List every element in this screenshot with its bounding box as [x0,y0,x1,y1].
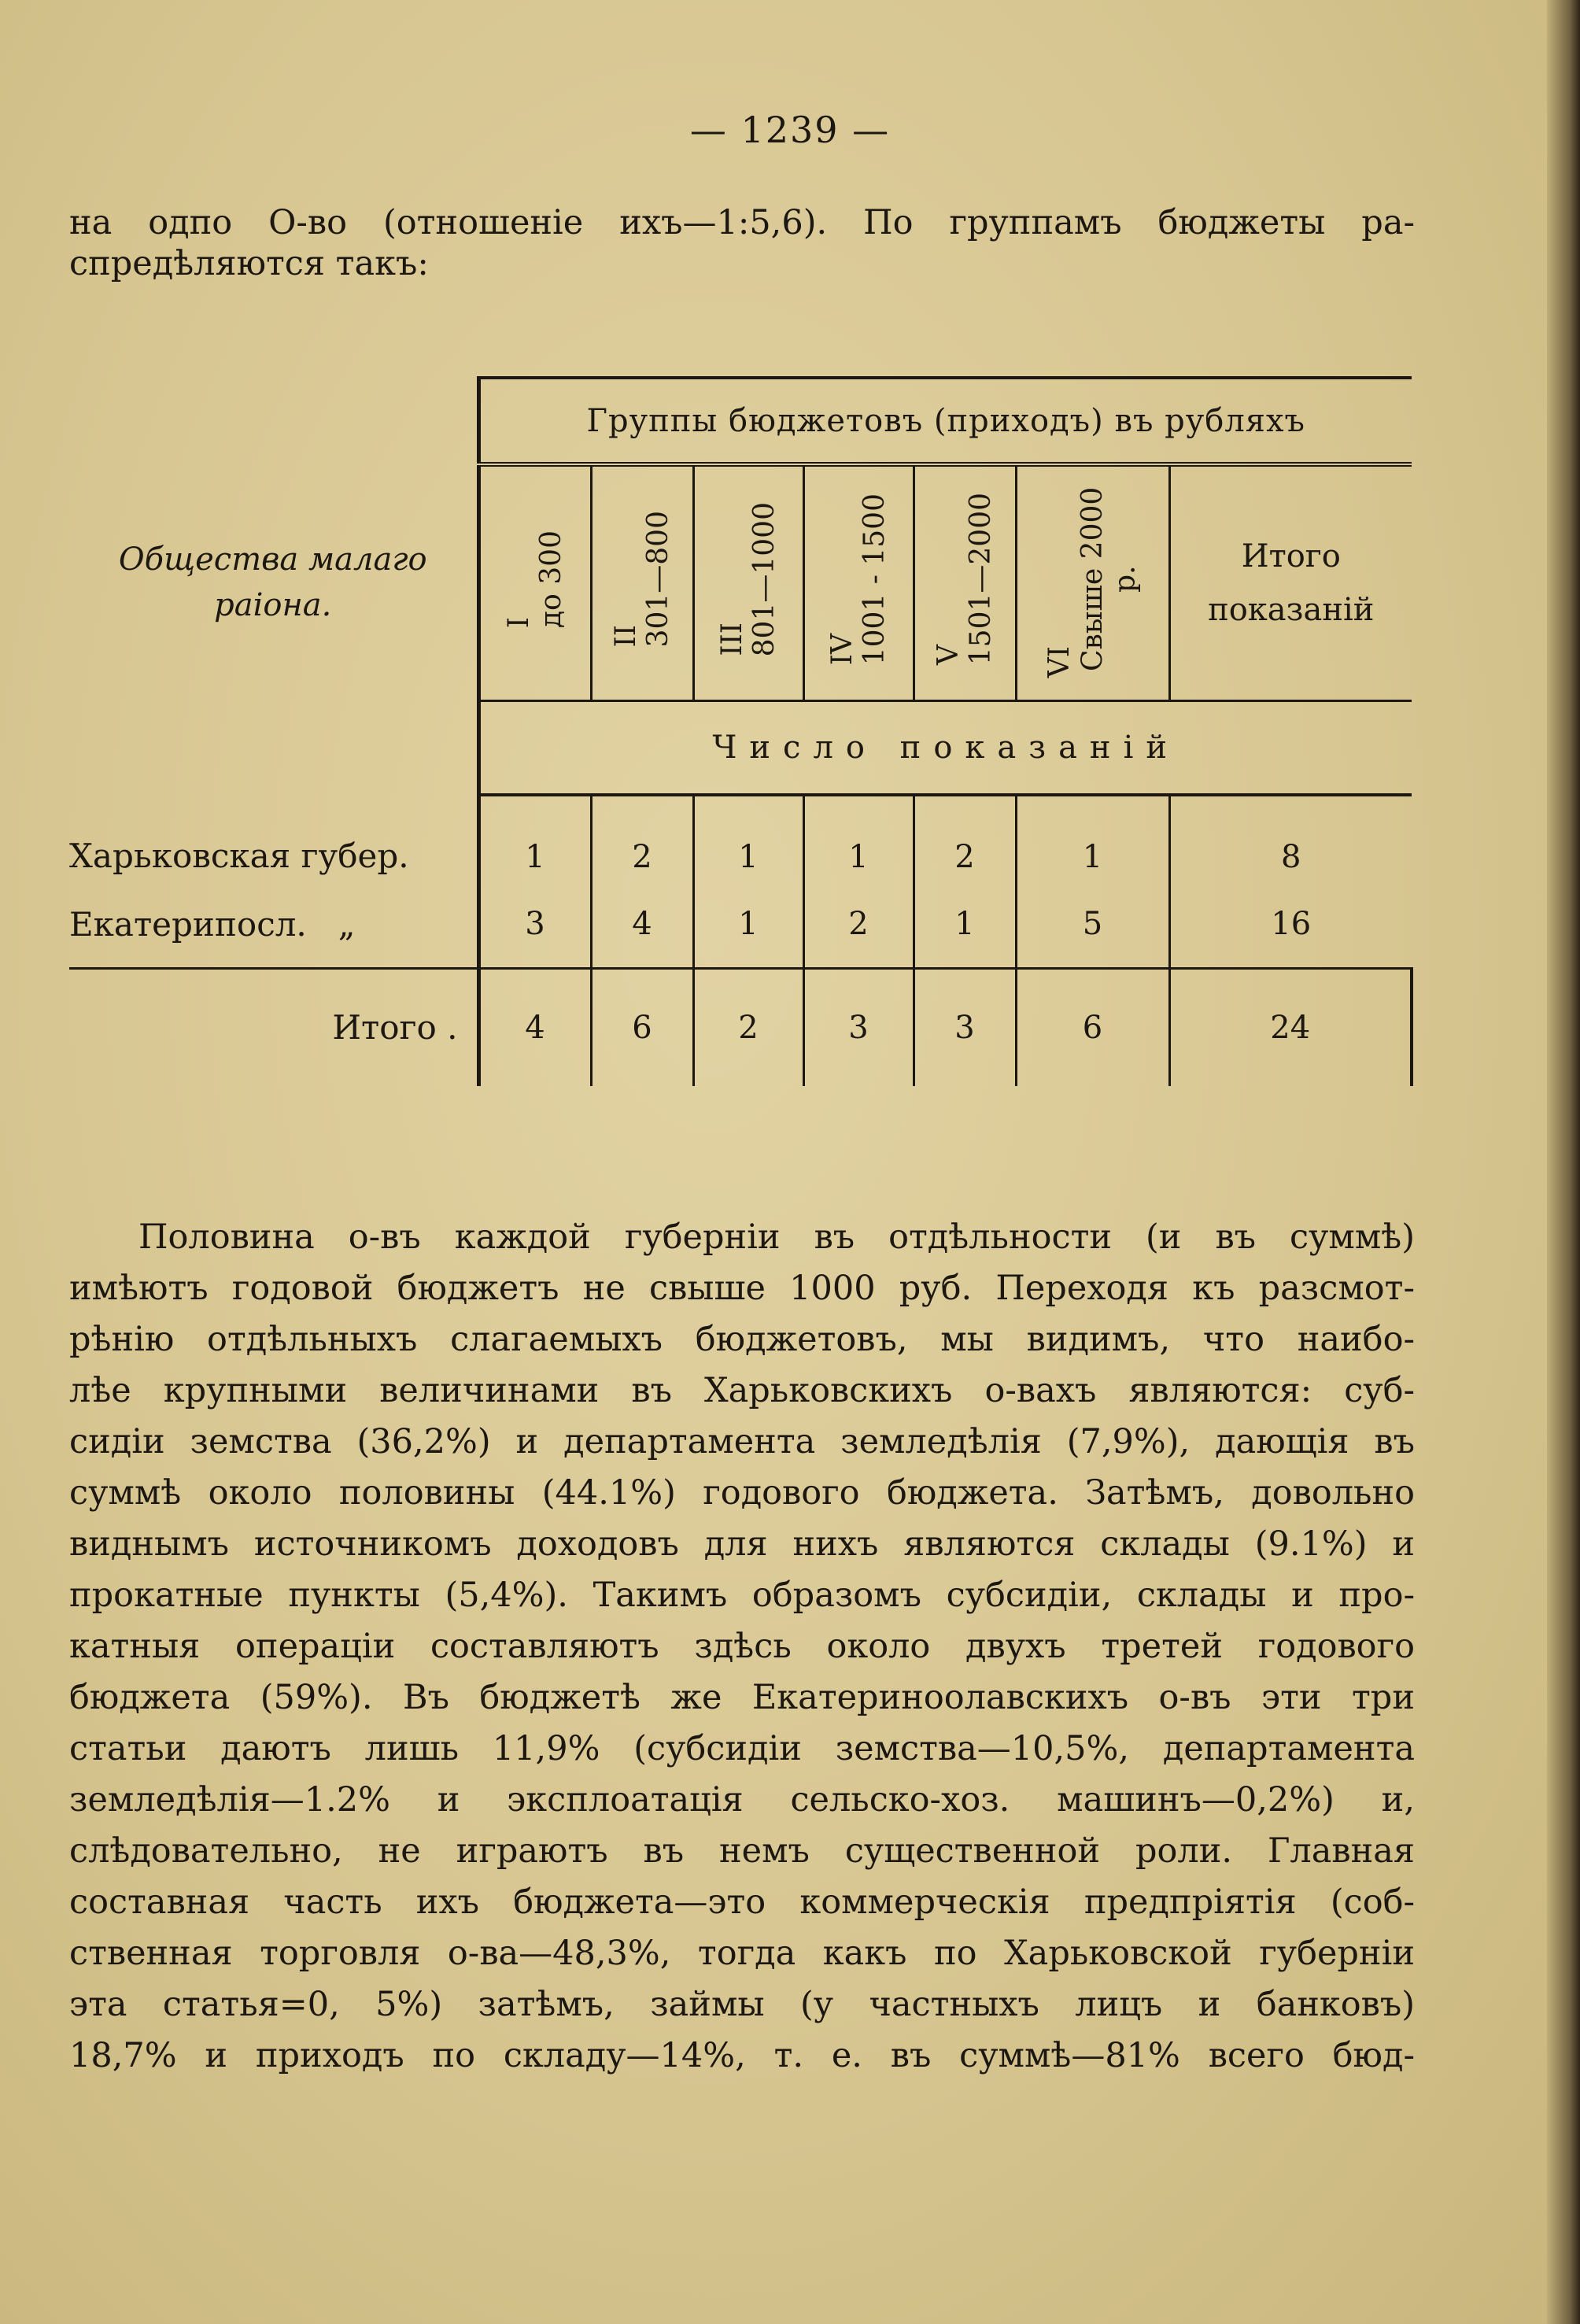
total-row-label: Итого . [69,968,478,1086]
col-header-4-roman: IV [825,633,858,665]
top-paragraph-line-1: на одпо О-во (отношеніе ихъ—1:5,6). По группамъ бюджеты ра- [69,203,1415,242]
book-spine-shadow [1547,0,1580,2324]
total-row-val-1: 4 [478,968,591,1086]
subheader: Число показаній [712,729,1180,766]
row-2-total: 16 [1169,881,1412,968]
col-header-3-roman: III [715,623,748,656]
row-1-val-6: 1 [1016,795,1169,881]
body-line-14: составная часть ихъ бюджета—это коммерческія предпріятія (соб- [69,1882,1415,1922]
total-row-val-6: 6 [1016,968,1169,1086]
col-header-1-roman: I [502,616,535,628]
col-header-5-range: 1501—2000 [965,493,997,666]
row-2-val-3: 1 [693,881,803,968]
total-row-total: 24 [1169,968,1412,1086]
body-line-5: сидіи земства (36,2%) и департамента земледѣлія (7,9%), дающія въ [69,1422,1415,1461]
row-2-val-6: 5 [1016,881,1169,968]
total-header: Итого показаній [1208,538,1375,628]
total-row-val-4: 3 [803,968,914,1086]
page-number: — 1239 — [689,109,891,151]
row-1-val-1: 1 [478,795,591,881]
body-line-17: 18,7% и приходъ по складу—14%, т. е. въ суммѣ—81% всего бюд- [69,2036,1415,2075]
row-2-val-5: 1 [914,881,1016,968]
col-header-2 [591,464,693,700]
group-header: Группы бюджетовъ (приходъ) въ рубляхъ [586,402,1306,439]
col-header-6 [1016,464,1169,700]
col-header-5-roman: V [932,645,965,666]
body-line-1: Половина о-въ каждой губерніи въ отдѣльности (и въ суммѣ) [138,1217,1415,1257]
col-header-4 [803,464,914,700]
body-line-6: суммѣ около половины (44.1%) годового бюджета. Затѣмъ, довольно [69,1473,1415,1513]
col-header-2-range: 301—800 [642,511,674,648]
col-header-1-range: до 300 [535,530,567,628]
col-header-4-range: 1001 - 1500 [858,493,891,665]
col-header-2-roman: II [609,625,642,648]
body-line-10: бюджета (59%). Въ бюджетѣ же Екатериноолавскихъ о-въ эти три [69,1678,1415,1717]
col-header-3 [693,464,803,700]
row-1-val-2: 2 [591,795,693,881]
row-2-val-2: 4 [591,881,693,968]
total-row-val-5: 3 [914,968,1016,1086]
body-line-11: статьи даютъ лишь 11,9% (субсидіи земства—10,5%, департамента [69,1729,1415,1768]
col-header-3-range: 801—1000 [748,501,781,656]
row-1-total: 8 [1169,795,1412,881]
body-line-13: слѣдовательно, не играютъ въ немъ существенной роли. Главная [69,1831,1415,1871]
row-1-val-3: 1 [693,795,803,881]
row-1-val-4: 1 [803,795,914,881]
col-header-1 [478,464,591,700]
body-line-4: лѣе крупными величинами въ Харьковскихъ о-вахъ являются: суб- [69,1371,1415,1410]
total-header-cell [1169,464,1412,700]
row-2-val-1: 3 [478,881,591,968]
body-line-16: эта статья=0, 5%) затѣмъ, займы (у частныхъ лицъ и банковъ) [69,1985,1415,2024]
body-line-15: ственная торговля о-ва—48,3%, тогда какъ по Харьковской губерніи [69,1934,1415,1973]
body-line-7: виднымъ источникомъ доходовъ для нихъ являются склады (9.1%) и [69,1524,1415,1564]
col-header-6-roman: VI [1043,645,1076,678]
body-line-3: рѣнію отдѣльныхъ слагаемыхъ бюджетовъ, мы видимъ, что наибо- [69,1320,1415,1359]
body-line-12: земледѣлія—1.2% и эксплоатація сельско-хоз. машинъ—0,2%) и, [69,1780,1415,1820]
row-2-val-4: 2 [803,881,914,968]
subheader-cell [478,700,1412,795]
budget-groups-table [69,376,1413,1086]
body-line-8: прокатные пункты (5,4%). Такимъ образомъ субсидіи, склады и про- [69,1576,1415,1615]
row-header-label-cell [69,378,478,700]
total-row-val-3: 2 [693,968,803,1086]
row-1-label: Харьковская губер. [69,837,409,875]
row-2-label: Екатерипосл. „ [69,904,356,944]
body-line-2: имѣютъ годовой бюджетъ не свыше 1000 руб. Переходя къ разсмот- [69,1269,1415,1308]
row-header-label: Общества малаго раіона. [118,541,427,623]
col-header-6-range: Свыше 2000 р. [1076,486,1142,671]
body-line-9: катныя операціи составляютъ здѣсь около двухъ третей годового [69,1627,1415,1666]
total-row-val-2: 6 [591,968,693,1086]
row-1-val-5: 2 [914,795,1016,881]
col-header-5 [914,464,1016,700]
top-paragraph-line-2: спредѣляются такъ: [69,244,429,283]
group-header-cell [478,378,1412,464]
